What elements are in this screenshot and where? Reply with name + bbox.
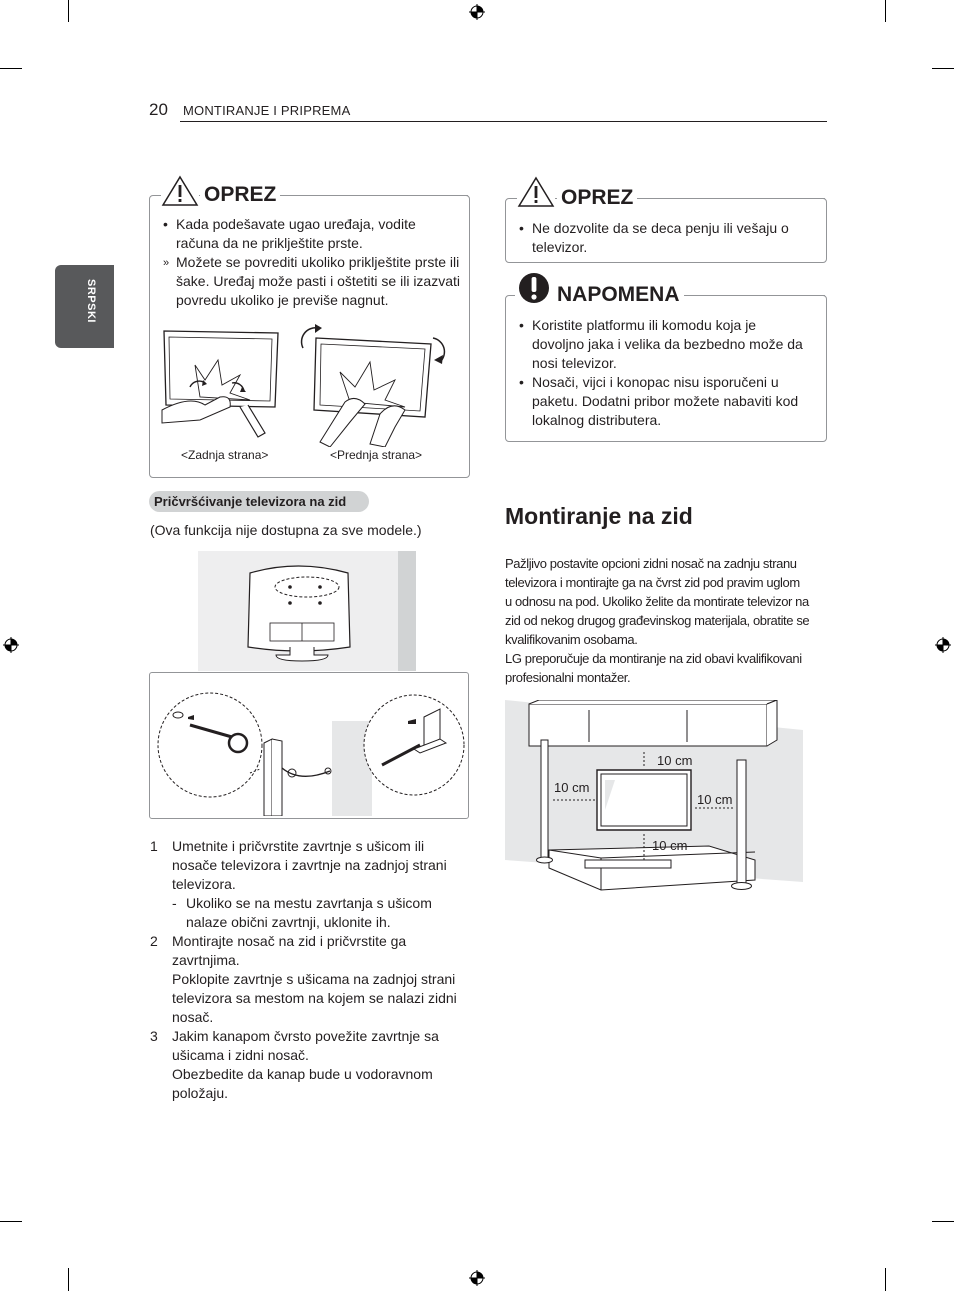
crop-mark	[885, 1268, 886, 1291]
list-item-line: televizor.	[532, 239, 588, 255]
tv-back-illustration	[198, 551, 416, 671]
step-line: nosače televizora i zavrtnje na zadnjoj strani	[172, 857, 447, 873]
sub-mark: -	[172, 895, 177, 911]
page-number: 20	[149, 100, 168, 119]
header-divider	[180, 121, 827, 122]
exclamation-circle-icon	[515, 270, 553, 306]
list-item-line: paketu. Dodatni pribor možete nabaviti kod	[532, 393, 799, 409]
step-line: nalaze obični zavrtnji, uklonite ih.	[186, 914, 391, 930]
section-title: MONTIRANJE I PRIPREMA	[183, 103, 351, 118]
paragraph-line: kvalifikovanim osobama.	[505, 632, 638, 647]
note-title: NAPOMENA	[553, 283, 684, 307]
paragraph-line: u odnosu na pod. Ukoliko želite da montirate televizor na	[505, 594, 809, 609]
crop-mark	[68, 0, 69, 22]
clearance-top-label: 10 cm	[657, 753, 693, 768]
paragraph-line: profesionalni montažer.	[505, 670, 631, 685]
wall-clearance-illustration	[505, 700, 805, 892]
crop-mark	[0, 1221, 22, 1222]
step-line: Jakim kanapom čvrsto povežite zavrtnje sa	[172, 1028, 439, 1044]
list-item-line: nosi televizor.	[532, 355, 617, 371]
title-rule	[690, 295, 825, 296]
registration-mark-icon	[469, 4, 485, 20]
registration-mark-icon	[3, 637, 19, 653]
tv-tilt-front-illustration	[300, 322, 455, 447]
list-item-line: Možete se povrediti ukoliko priklještite prste ili	[176, 254, 460, 270]
list-item-line: lokalnog distributera.	[532, 412, 662, 428]
list-item-line: računa da ne priklještite prste.	[176, 235, 363, 251]
clearance-bottom-label: 10 cm	[652, 838, 688, 853]
clearance-right-label: 10 cm	[697, 792, 733, 807]
warning-triangle-icon	[517, 176, 555, 208]
title-rule	[305, 195, 468, 196]
step-line: zavrtnjima.	[172, 952, 240, 968]
bullet-mark: •	[519, 220, 524, 236]
paragraph-line: televizora i montirajte ga na čvrst zid pod pravim uglom	[505, 575, 800, 590]
crop-mark	[885, 0, 886, 22]
step-number: 2	[150, 933, 158, 949]
crop-mark	[68, 1268, 69, 1291]
step-number: 3	[150, 1028, 158, 1044]
list-item-line: povredu ukoliko je previše nagnut.	[176, 292, 389, 308]
bullet-mark: •	[519, 374, 524, 390]
bullet-mark: •	[163, 216, 168, 232]
step-line: televizora.	[172, 876, 236, 892]
list-item-line: Nosači, vijci i konopac nisu isporučeni u	[532, 374, 779, 390]
list-item	[519, 373, 799, 430]
registration-mark-icon	[469, 1270, 485, 1286]
caption-front: <Prednja strana>	[330, 448, 423, 462]
bullet-mark: •	[519, 317, 524, 333]
title-rule	[662, 198, 825, 199]
step-number: 1	[150, 838, 158, 854]
clearance-left-label: 10 cm	[554, 780, 590, 795]
paragraph-line: zid od nekog drugog građevinskog materijala, obratite se	[505, 613, 810, 628]
warning-triangle-icon	[161, 175, 199, 207]
step-line: Ukoliko se na mestu zavrtanja s ušicom	[186, 895, 432, 911]
paragraph-line: LG preporučuje da montiranje na zid obavi kvalifikovani	[505, 651, 802, 666]
section-subtitle: (Ova funkcija nije dostupna za sve modele.)	[150, 522, 422, 538]
caution-title: OPREZ	[557, 186, 637, 210]
list-item-line: Ne dozvolite da se deca penju ili vešaju o	[532, 220, 789, 236]
step-line: Montirajte nosač na zid i pričvrstite ga	[172, 933, 407, 949]
crop-mark	[932, 1221, 954, 1222]
step-line: Obezbedite da kanap bude u vodoravnom	[172, 1066, 433, 1082]
language-tab-label: SRPSKI	[85, 279, 97, 323]
list-item	[519, 219, 789, 257]
registration-mark-icon	[935, 637, 951, 653]
list-item-line: Kada podešavate ugao uređaja, vodite	[176, 216, 416, 232]
tv-tilt-back-illustration	[160, 325, 285, 440]
list-item-line: Koristite platformu ili komodu koja je	[532, 317, 757, 333]
caution-title: OPREZ	[200, 183, 280, 207]
step-line: televizora sa mestom na kojem se nalazi zidni	[172, 990, 457, 1006]
section-label: Pričvršćivanje televizora na zid	[149, 491, 369, 512]
list-item	[186, 894, 432, 932]
caption-back: <Zadnja strana>	[181, 448, 269, 462]
wall-mount-paragraph	[505, 554, 809, 687]
step-line: Umetnite i pričvrstite zavrtnje s ušicom ili	[172, 838, 425, 854]
list-item-line: dovoljno jaka i velika da bezbedno može da	[532, 336, 803, 352]
arrow-mark: »	[163, 257, 170, 269]
crop-mark	[932, 68, 954, 69]
step-line: Poklopite zavrtnje s ušicama na zadnjoj strani	[172, 971, 456, 987]
list-item-line: šake. Uređaj može pasti i oštetiti se ili izazvati	[176, 273, 460, 289]
list-item	[172, 932, 457, 1027]
list-item	[519, 316, 803, 373]
paragraph-line: Pažljivo postavite opcioni zidni nosač na zadnju stranu	[505, 556, 797, 571]
list-item	[172, 1027, 439, 1103]
language-tab	[55, 265, 114, 348]
step-line: nosač.	[172, 1009, 214, 1025]
bracket-illustration	[150, 673, 466, 816]
list-item	[172, 837, 447, 894]
wall-mount-title: Montiranje na zid	[505, 503, 693, 529]
list-item	[163, 215, 416, 253]
step-line: ušicama i zidni nosač.	[172, 1047, 309, 1063]
crop-mark	[0, 68, 22, 69]
list-item	[163, 253, 460, 310]
step-line: položaju.	[172, 1085, 229, 1101]
